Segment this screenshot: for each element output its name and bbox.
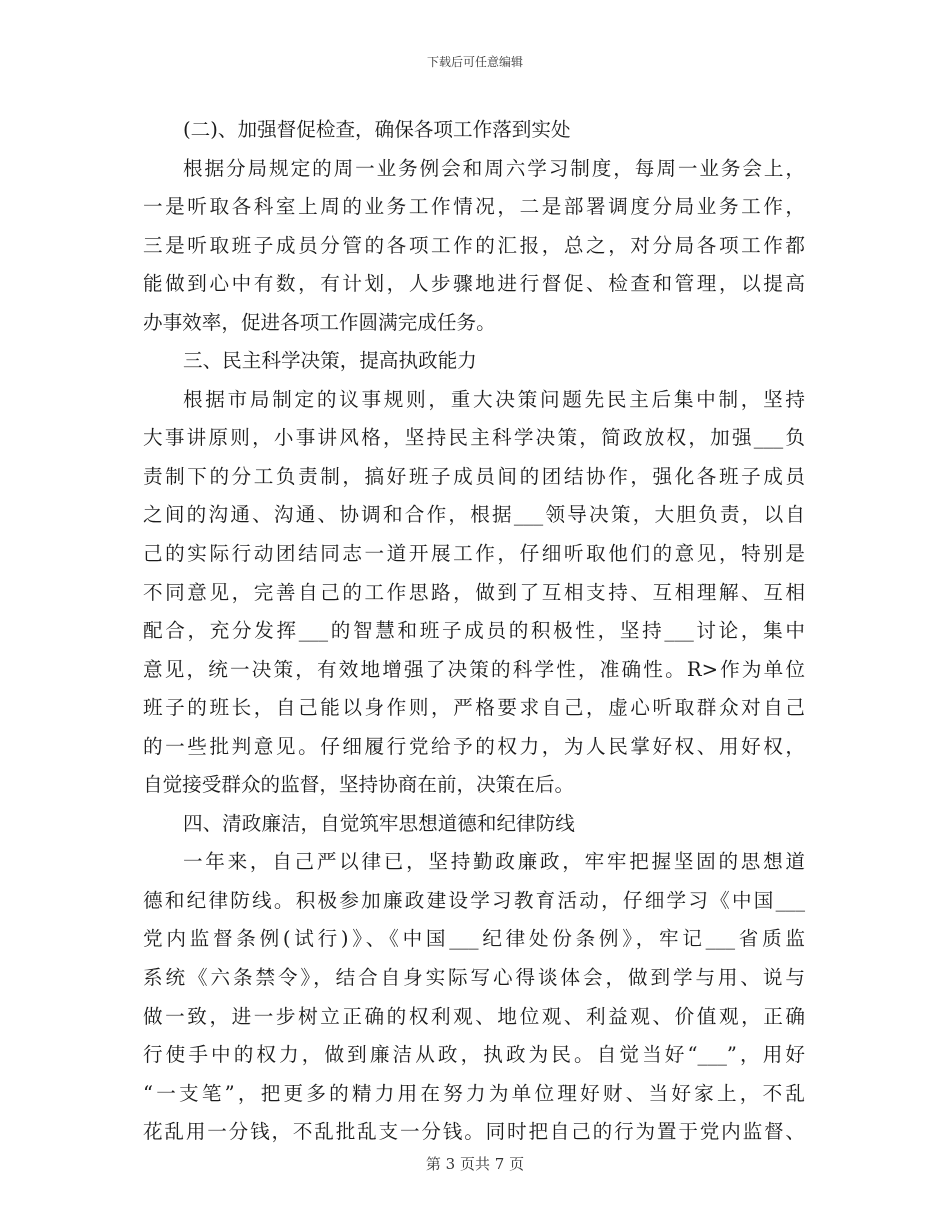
text-line: 班子的班长，自己能以身作则，严格要求自己，虚心听取群众对自己 <box>143 696 805 720</box>
text-line: 党内监督条例(试行)》、《中国___纪律处份条例》，牢记___省质监 <box>143 927 805 951</box>
text-line: 自觉接受群众的监督，坚持协商在前，决策在后。 <box>143 773 575 797</box>
paragraph-first-line: 根据市局制定的议事规则，重大决策问题先民主后集中制，坚持 <box>183 387 805 411</box>
paragraph-first-line: 根据分局规定的周一业务例会和周六学习制度，每周一业务会上， <box>183 156 805 180</box>
text-line: 一是听取各科室上周的业务工作情况，二是部署调度分局业务工作， <box>143 195 805 219</box>
paragraph-first-line: 一年来，自己严以律已，坚持勤政廉政，牢牢把握坚固的思想道 <box>183 850 805 874</box>
paragraph-first-line: (二)、加强督促检查，确保各项工作落到实处 <box>183 118 571 141</box>
text-line: 行使手中的权力，做到廉洁从政，执政为民。自觉当好“___”，用好 <box>143 1043 805 1067</box>
text-line: 花乱用一分钱，不乱批乱支一分钱。同时把自己的行为置于党内监督、 <box>143 1120 805 1144</box>
text-line: 己的实际行动团结同志一道开展工作，仔细听取他们的意见，特别是 <box>143 542 805 566</box>
text-line: 能做到心中有数，有计划，人步骤地进行督促、检查和管理，以提高 <box>143 272 805 296</box>
text-line: 德和纪律防线。积极参加廉政建设学习教育活动，仔细学习《中国___ <box>143 888 805 912</box>
paragraph-first-line: 四、清政廉洁，自觉筑牢思想道德和纪律防线 <box>183 811 575 835</box>
text-line: 大事讲原则，小事讲风格，坚持民主科学决策，简政放权，加强___负 <box>143 426 805 450</box>
text-line: 意见，统一决策，有效地增强了决策的科学性，准确性。R>作为单位 <box>143 657 805 681</box>
text-line: 的一些批判意见。仔细履行党给予的权力，为人民掌好权、用好权， <box>143 734 805 758</box>
page-number: 第 3 页共 7 页 <box>425 1155 525 1173</box>
text-line: 办事效率，促进各项工作圆满完成任务。 <box>143 310 496 334</box>
paragraph-first-line: 三、民主科学决策，提高执政能力 <box>183 349 477 373</box>
text-line: “一支笔”，把更多的精力用在努力为单位理好财、当好家上，不乱 <box>143 1081 805 1105</box>
page-header-note: 下载后可任意编辑 <box>426 55 523 69</box>
text-line: 配合，充分发挥___的智慧和班子成员的积极性，坚持___讨论，集中 <box>143 619 805 643</box>
text-line: 责制下的分工负责制，搞好班子成员间的团结协作，强化各班子成员 <box>143 464 805 488</box>
text-line: 系统《六条禁令》，结合自身实际写心得谈体会，做到学与用、说与 <box>143 966 805 990</box>
text-line: 三是听取班子成员分管的各项工作的汇报，总之，对分局各项工作都 <box>143 233 805 257</box>
text-line: 做一致，进一步树立正确的权利观、地位观、利益观、价值观，正确 <box>143 1004 805 1028</box>
document-body <box>143 111 805 1152</box>
text-line: 之间的沟通、沟通、协调和合作，根据___领导决策，大胆负责，以自 <box>143 503 805 527</box>
text-line: 不同意见，完善自己的工作思路，做到了互相支持、互相理解、互相 <box>143 580 805 604</box>
